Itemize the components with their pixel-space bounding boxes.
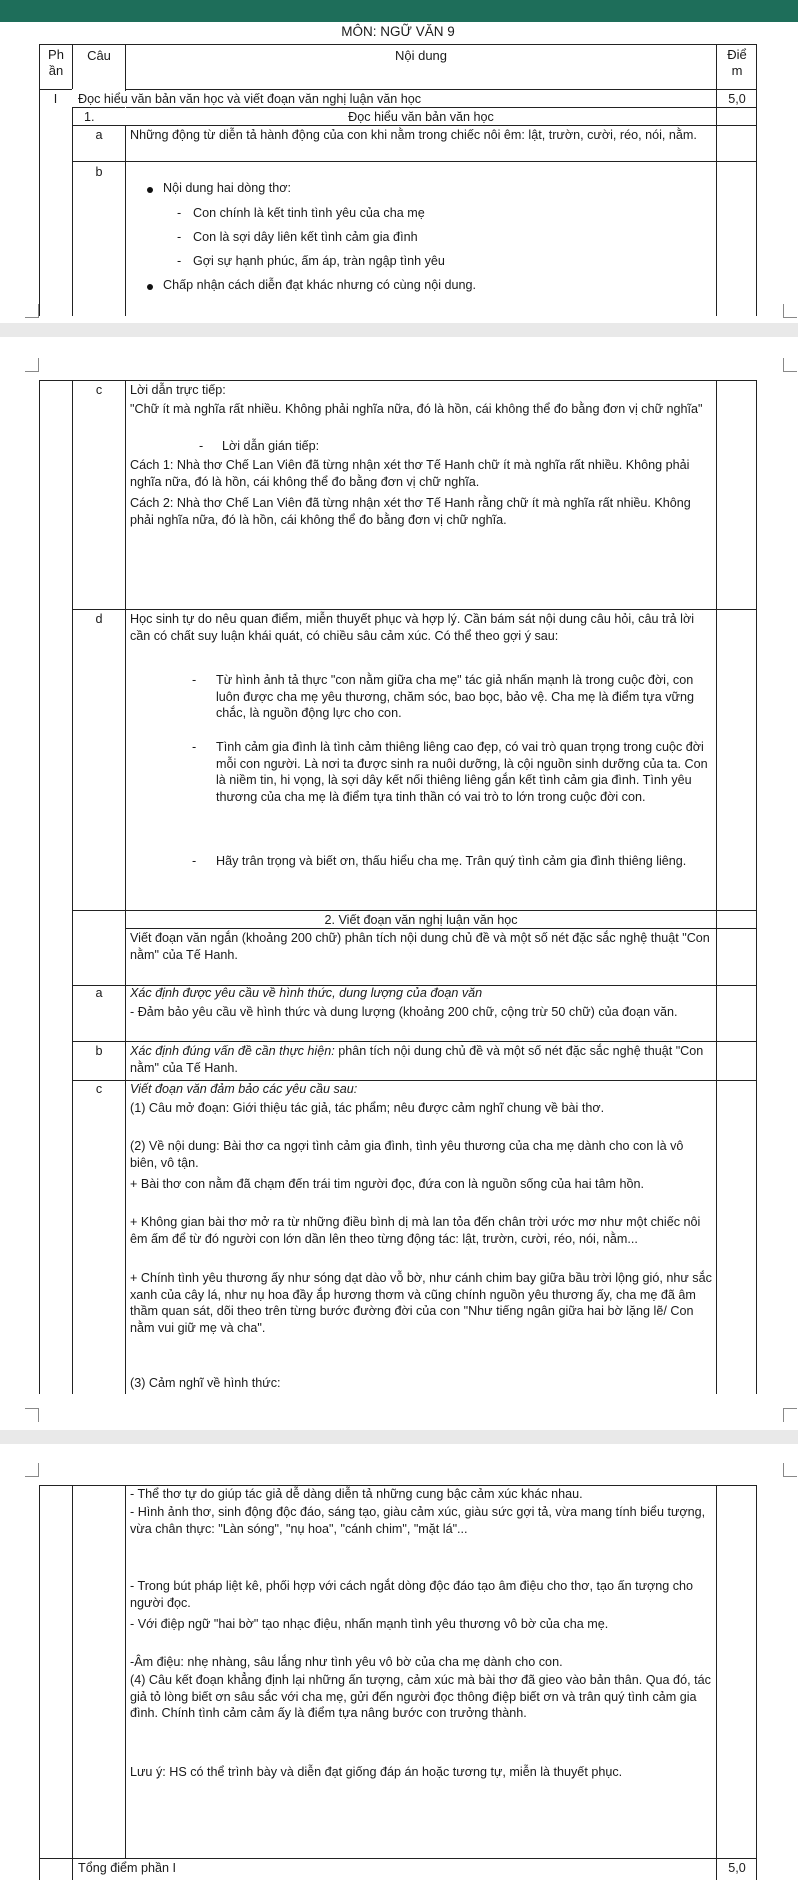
- sub2-title: 2. Viết đoạn văn nghị luận văn học: [324, 913, 518, 927]
- w-c-p1: (1) Câu mở đoạn: Giới thiệu tác giả, tác phẩm; nêu được cảm nghĩ chung về bài thơ.: [130, 1101, 605, 1115]
- w-b-content: [130, 1043, 712, 1076]
- sub1-number: 1.: [84, 110, 95, 124]
- col-phan-header: Ph ần: [48, 47, 64, 78]
- q-c-direct-label: Lời dẫn trực tiếp:: [130, 383, 226, 397]
- dash-icon: -: [199, 439, 204, 453]
- w-c-q6: (4) Câu kết đoạn khẳng định lại những ấn tượng, cảm xúc mà bài thơ đã gieo vào bản thân. Qua đó, tác giả tỏ lòng biết ơn sâu sắc với cha mẹ, gửi đến người đọc thông điệp biết ơn và trân quý tình cảm gia đình. Chính tình cảm cảm ấy là điểm tựa nâng bước con trưởng thành.: [130, 1673, 711, 1721]
- q-b-label: b: [95, 165, 103, 179]
- sub1-title: Đọc hiểu văn bản văn học: [348, 110, 494, 124]
- total-label: Tổng điểm phần I: [78, 1861, 177, 1875]
- q-d-point2: Tình cảm gia đình là tình cảm thiêng liêng cao đẹp, có vai trò quan trọng trong cuộc đời mỗi con người. Là nơi ta được sinh ra nuôi dưỡng, là cội nguồn sinh dưỡng của ta. Con là niềm tin, hi vọng, là sợi dây kết nối thiêng liêng gắn kết tình cảm gia đình. Tình yêu thương của cha mẹ là điểm tựa tinh thần có vai trò to lớn trong cuộc đời con.: [216, 740, 708, 804]
- crop-mark: [25, 304, 39, 318]
- col-noidung-header: Nội dung: [394, 48, 448, 63]
- q-c-way1: Cách 1: Nhà thơ Chế Lan Viên đã từng nhận xét thơ Tế Hanh chữ ít mà nghĩa rất nhiều. Không phải nghĩa nữa, đó là hồn, cái không thể đo bằng đơn vị chữ nghĩa.: [130, 458, 690, 489]
- q-c-direct-quote: "Chữ ít mà nghĩa rất nhiều. Không phải nghĩa nữa, đó là hồn, cái không thể đo bằng đơn vị chữ nghĩa": [130, 402, 703, 416]
- w-c-q2: - Hình ảnh thơ, sinh động độc đáo, sáng tạo, giàu cảm xúc, giàu sức gợi tả, vừa mang tính biểu tượng, vừa chân thực: "Làn sóng", "nụ hoa", "cánh chim", "mặt lá"...: [130, 1505, 706, 1536]
- w-c-q5: -Âm điệu: nhẹ nhàng, sâu lắng như tình yêu vô bờ của cha mẹ dành cho con.: [130, 1655, 563, 1669]
- w-c-label: c: [95, 1082, 103, 1096]
- q-d-label: d: [95, 612, 103, 626]
- answer-table-page1: [39, 44, 757, 316]
- dash-icon: -: [177, 254, 182, 268]
- dash-icon: -: [177, 206, 182, 220]
- answer-table-page3: [39, 1485, 757, 1880]
- sub2-task: Viết đoạn văn ngắn (khoảng 200 chữ) phân tích nội dung chủ đề và một số nét đặc sắc nghệ thuật "Con nằm" của Tế Hanh.: [130, 931, 710, 962]
- app-top-bar: [0, 0, 798, 22]
- crop-mark: [25, 358, 39, 372]
- w-c-note: Lưu ý: HS có thể trình bày và diễn đạt giống đáp án hoặc tương tự, miễn là thuyết phục.: [130, 1765, 623, 1779]
- w-c-p2: (2) Về nội dung: Bài thơ ca ngợi tình cảm gia đình, tình yêu thương của cha mẹ dành cho con là vô biên, vô tận.: [130, 1139, 684, 1170]
- w-a-label: a: [95, 986, 103, 1000]
- q-a-answer: Những động từ diễn tả hành động của con khi nằm trong chiếc nôi êm: lật, trườn, cười, réo, nói, nằm.: [130, 128, 697, 142]
- q-d-point3: Hãy trân trọng và biết ơn, thấu hiểu cha mẹ. Trân quý tình cảm gia đình thiêng liêng.: [216, 854, 687, 868]
- q-d-point1: Từ hình ảnh tả thực "con nằm giữa cha mẹ" tác giả nhấn mạnh là trong cuộc đời, con luôn được cha mẹ yêu thương, chăm sóc, bao bọc, bảo vệ. Cha mẹ là điểm tựa vững chắc, là nguồn động lực cho con.: [216, 673, 694, 721]
- q-b-bullet1: Nội dung hai dòng thơ:: [163, 181, 291, 195]
- col-diem-header: Điể m: [727, 47, 747, 78]
- page-separator: [0, 1430, 798, 1444]
- crop-mark: [783, 1408, 797, 1422]
- page-separator: [0, 323, 798, 337]
- w-c-q1: - Thể thơ tự do giúp tác giả dễ dàng diễn tả những cung bậc cảm xúc khác nhau.: [130, 1487, 583, 1501]
- w-c-q4: - Với điệp ngữ "hai bờ" tạo nhạc điệu, nhấn mạnh tình yêu thương vô bờ của cha mẹ.: [130, 1617, 609, 1631]
- w-b-text: phân tích nội dung chủ đề và một số nét đặc sắc nghệ thuật "Con nằm" của Tế Hanh.: [130, 1044, 704, 1075]
- crop-mark: [25, 1463, 39, 1477]
- crop-mark: [783, 358, 797, 372]
- q-d-intro: Học sinh tự do nêu quan điểm, miễn thuyết phục và hợp lý. Cần bám sát nội dung câu hỏi, câu trả lời cần có chất suy luận khái quát, có chiều sâu cảm xúc. Có thể theo gợi ý sau:: [130, 612, 695, 643]
- answer-table-page2: [39, 380, 757, 1394]
- crop-mark: [783, 304, 797, 318]
- total-score: 5,0: [728, 1861, 746, 1875]
- bullet-icon: [147, 284, 153, 290]
- phan-number: I: [53, 92, 58, 106]
- w-c-p4: + Không gian bài thơ mở ra từ những điều bình dị mà lan tỏa đến chân trời ước mơ như một chiếc nôi êm ấm để từ đó người con lớn dần lên theo từng động tác: lật, trườn, cười, réo, nói, nằm...: [130, 1215, 701, 1246]
- w-c-q3: - Trong bút pháp liệt kê, phối hợp với cách ngắt dòng độc đáo tạo âm điệu cho thơ, tạo ấn tượng cho người đọc.: [130, 1579, 694, 1610]
- section-title-full: Đọc hiểu văn bản văn học và viết đoạn văn nghị luận văn học: [78, 91, 714, 108]
- q-b-dash3: Gợi sự hạnh phúc, ấm áp, tràn ngập tình yêu: [193, 254, 445, 268]
- crop-mark: [25, 1408, 39, 1422]
- w-b-title: Xác định đúng vấn đề cần thực hiện:: [130, 1044, 335, 1058]
- q-b-dash1: Con chính là kết tinh tình yêu của cha mẹ: [193, 206, 425, 220]
- dash-icon: -: [177, 230, 182, 244]
- crop-mark: [783, 1463, 797, 1477]
- q-c-indirect-label: Lời dẫn gián tiếp:: [222, 439, 320, 453]
- q-a-label: a: [95, 128, 103, 142]
- dash-icon: -: [192, 854, 197, 868]
- col-cau-header: Câu: [87, 48, 111, 63]
- w-b-label: b: [95, 1044, 103, 1058]
- w-c-p5: + Chính tình yêu thương ấy như sóng dạt dào vỗ bờ, như cánh chim bay giữa bầu trời lộng gió, như sắc xanh của cây lá, như nụ hoa đầy ắp hương thơm và cũng chính nguồn yêu thương ấy, cha mẹ đã âm thầm quan sát, dõi theo trên từng bước đường đời của con "Như tiếng ngân giữa hai bờ lặng lẽ/ Con nằm vui giữ mẹ và cha".: [130, 1271, 712, 1335]
- q-b-bullet2: Chấp nhận cách diễn đạt khác nhưng có cùng nội dung.: [163, 278, 477, 292]
- dash-icon: -: [192, 740, 197, 754]
- page-title: MÔN: NGỮ VĂN 9: [341, 24, 455, 39]
- w-c-p6: (3) Cảm nghĩ về hình thức:: [130, 1376, 281, 1390]
- bullet-icon: [147, 187, 153, 193]
- section-score: 5,0: [728, 92, 746, 106]
- w-c-title: Viết đoạn văn đảm bảo các yêu cầu sau:: [130, 1082, 358, 1096]
- q-b-dash2: Con là sợi dây liên kết tình cảm gia đình: [193, 230, 418, 244]
- w-c-p3: + Bài thơ con nằm đã chạm đến trái tim người đọc, đứa con là nguồn sống của hai tâm hồn.: [130, 1177, 644, 1191]
- q-c-way2: Cách 2: Nhà thơ Chế Lan Viên đã từng nhận xét thơ Tế Hanh rằng chữ ít mà nghĩa rất nhiều. Không phải nghĩa nữa, đó là hồn, cái không thể đo bằng đơn vị chữ nghĩa.: [130, 496, 691, 527]
- q-c-label: c: [95, 383, 103, 397]
- dash-icon: -: [192, 673, 197, 687]
- w-a-text: - Đảm bảo yêu cầu về hình thức và dung lượng (khoảng 200 chữ, cộng trừ 50 chữ) của đoạn văn.: [130, 1005, 678, 1019]
- w-a-title: Xác định được yêu cầu về hình thức, dung lượng của đoạn văn: [130, 986, 483, 1000]
